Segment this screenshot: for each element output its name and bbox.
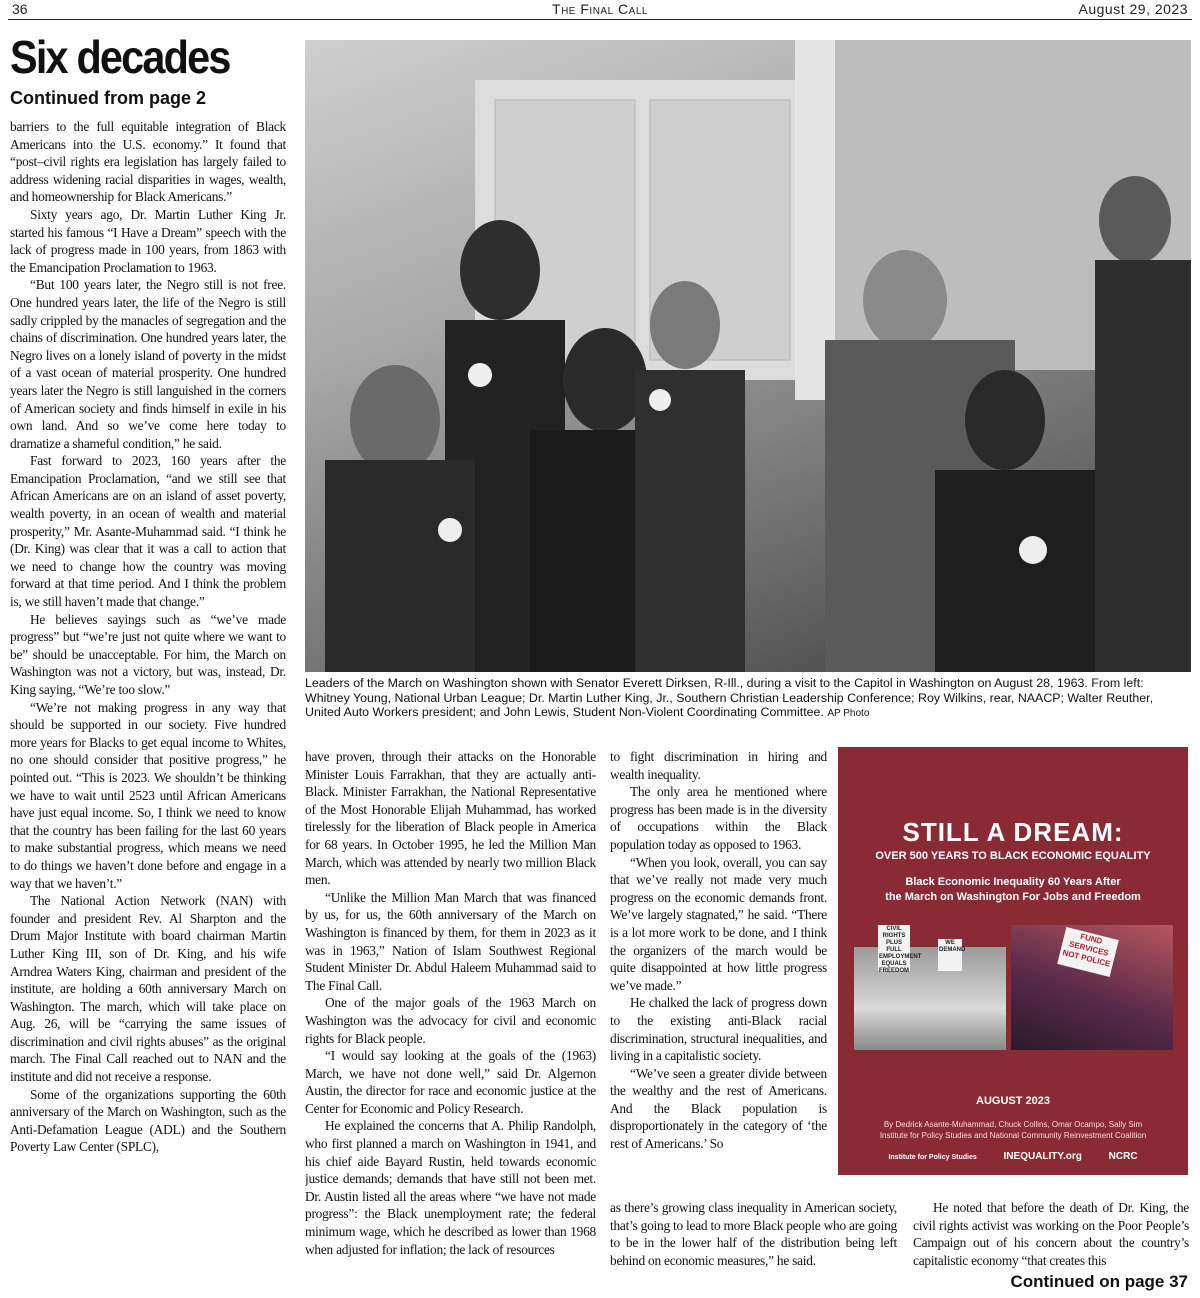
paragraph: He believes sayings such as “we’ve made progress” but “we’re just not quite where we want to be” should be unacceptable. For him, the March on Washington was not a victory, but was, instead, Dr. King saying, “We’re too slow.” xyxy=(10,611,286,697)
ad-subtitle: OVER 500 YEARS TO BLACK ECONOMIC EQUALITY xyxy=(875,850,1151,862)
protest-sign: CIVIL RIGHTS PLUS FULL EMPLOYMENT EQUALS FREEDOM xyxy=(879,926,922,974)
page-number: 36 xyxy=(12,1,28,17)
paragraph: The National Action Network (NAN) with founder and president Rev. Al Sharpton and the Drum Major Institute with board chairman Martin Luther King III, son of Dr. King, and his wife Arndrea Waters King, chairman and president of the institute, are holding a 60th anniversary March on Washington. The march, which will take place on Aug. 26, will be “carrying the same issues of discrimination and civil rights abuses” as the original march. The Final Call reached out to NAN and the institute and did not receive a response. xyxy=(10,893,286,1085)
paragraph: have proven, through their attacks on the Honorable Minister Louis Farrakhan, that they are actually anti-Black. Minister Farrakhan, the National Representative of the Most Honorable Elijah Muhammad, has worked tirelessly for the liberation of Black people in America for 68 years. In October 1995, he led the Million Man March, which was attended by nearly two million Black men. xyxy=(305,749,596,888)
ad-tagline-line-2: the March on Washington For Jobs and Freedom xyxy=(885,891,1141,903)
article-column-3-continued xyxy=(610,1199,897,1291)
logo-ips: Institute for Policy Studies xyxy=(888,1154,977,1161)
ad-authors xyxy=(858,1119,1168,1141)
paragraph: He chalked the lack of progress down to the existing anti-Black racial discrimination, structural inequalities, and living in a capitalistic society. xyxy=(610,995,827,1064)
ad-logos xyxy=(838,1151,1188,1162)
paragraph: “But 100 years later, the Negro still is not free. One hundred years later, the life of the Negro is still sadly crippled by the manacles of segregation and the chains of discrimination. One hundred years later, the Negro lives on a lonely island of poverty in the midst of a vast ocean of material prosperity. One hundred years later the Negro is still languished in the corners of American society and finds himself in exile in his own land. And so we’ve come here today to dramatize a shameful condition,” he said. xyxy=(10,277,286,451)
paragraph: as there’s growing class inequality in American society, that’s going to lead to more Black people who are going to be in the lower half of the distribution being left behind on economic measures,” he said. xyxy=(610,1200,897,1268)
ad-authors-line-2: Institute for Policy Studies and National Community Reinvestment Coalition xyxy=(879,1131,1147,1140)
paragraph: He noted that before the death of Dr. King, the civil rights activist was working on the Poor People’s Campaign out of his concern about the country’s capitalistic economy “that creates this xyxy=(913,1200,1189,1268)
ad-date: AUGUST 2023 xyxy=(976,1095,1050,1107)
page-header xyxy=(8,0,1192,20)
publication-name: The Final Call xyxy=(552,1,648,17)
ad-tagline-line-1: Black Economic Inequality 60 Years After xyxy=(905,876,1121,888)
headline: Six decades xyxy=(10,31,230,83)
paragraph: Sixty years ago, Dr. Martin Luther King Jr. started his famous “I Have a Dream” speech with the lack of progress made in 100 years, from 1863 with the Emancipation Proclamation to 1963. xyxy=(10,206,286,275)
article-column-3 xyxy=(610,748,827,1198)
caption-text: Leaders of the March on Washington shown with Senator Everett Dirksen, R-Ill., during a visit to the Capitol in Washington on August 28, 1963. From left: Whitney Young, National Urban League; Dr. Martin Luther King, Jr., Southern Christian Leadership Conference; Roy Wilkins, rear, NAACP; Walter Reuther, United Auto Workers president; and John Lewis, Student Non-Violent Coordinating Committee. xyxy=(305,676,1154,720)
ad-authors-line-1: By Dedrick Asante-Muhammad, Chuck Collins, Omar Ocampo, Sally Sim xyxy=(883,1120,1143,1129)
news-photo xyxy=(305,40,1191,672)
paragraph: barriers to the full equitable integration of Black Americans into the U.S. economy.” It found that “post–civil rights era legislation has largely failed to address widening racial disparities in wages, wealth, and homeownership for Black Americans.” xyxy=(10,119,286,205)
paragraph: The only area he mentioned where progress has been made is in the diversity of occupations within the Black population today as opposed to 1963. xyxy=(610,784,827,852)
continued-from: Continued from page 2 xyxy=(10,88,207,108)
photo-caption xyxy=(305,676,1191,722)
issue-date: August 29, 2023 xyxy=(1078,1,1188,17)
ad-tagline xyxy=(868,875,1158,905)
ad-title: STILL A DREAM: xyxy=(902,817,1124,847)
report-advertisement xyxy=(838,747,1188,1175)
article-column-2 xyxy=(305,748,596,1288)
article-column-4 xyxy=(913,1199,1189,1271)
paragraph: “When you look, overall, you can say that we’ve really not made very much progress on the economic demands front. We’ve largely stagnated,” he said. “There is a lot more work to be done, and I think the organizers of the march would be quite disappointed at how little progress we’ve made.” xyxy=(610,854,827,993)
paragraph: One of the major goals of the 1963 March on Washington was the advocacy for civil and economic rights for Black people. xyxy=(305,995,596,1046)
paragraph: to fight discrimination in hiring and wealth inequality. xyxy=(610,749,827,782)
ad-photo-historic-march xyxy=(854,926,1006,1050)
photo-illustration xyxy=(305,40,1191,672)
article-column-1 xyxy=(10,118,286,1288)
protest-sign: WE DEMAND xyxy=(938,939,962,971)
paragraph: “We’ve seen a greater divide between the wealthy and the rest of Americans. And the Black population is disproportionately in the category of ‘the rest of Americans.’ So xyxy=(610,1065,827,1152)
paragraph: He explained the concerns that A. Philip Randolph, who first planned a march on Washington in 1941, and his chief aide Bayard Rustin, held towards economic justice demands; demands that have still not been met. Dr. Austin listed all the areas where “we have not made progress”: the Black unemployment rate; the federal minimum wage, which he described as lower than 1968 when adjusted for inflation; the lack of resources xyxy=(305,1118,596,1257)
paragraph: “We’re not making progress in any way that should be supported in our society. Five hundred more years for Blacks to get equal income to Whites, no one should consider that positive progress,” he pointed out. “This is 2023. We shouldn’t be thinking we have to wait until 2523 until African Americans have just equal income. So, I think we need to know that the country has been failing for the last 60 years to make substantial progress, which means we need to do things we haven’t done before and engage in a way that we haven’t.” xyxy=(10,699,286,891)
logo-ncrc: NCRC xyxy=(1108,1151,1138,1162)
paragraph: Some of the organizations supporting the 60th anniversary of the March on Washington, such as the Anti-Defamation League (ADL) and the Southern Poverty Law Center (SPLC), xyxy=(10,1086,286,1155)
photo-credit: AP Photo xyxy=(827,708,870,720)
logo-inequality: INEQUALITY.org xyxy=(1003,1151,1082,1162)
ad-photo-modern-protest xyxy=(1011,925,1173,1050)
paragraph: Fast forward to 2023, 160 years after the Emancipation Proclamation, “and we still see that African Americans are on an island of asset poverty, wealth poverty, in an ocean of wealth and material prosperity,” Mr. Asante-Muhammad said. “I think he (Dr. King) was clear that it was a call to action that we need to change how the country was moving forward at that time period. And I think the problem is, we still haven’t made that change.” xyxy=(10,453,286,610)
protest-sign: FUND SERVICES NOT POLICE xyxy=(1057,927,1119,977)
continued-on: Continued on page 37 xyxy=(1010,1272,1188,1291)
paragraph: “Unlike the Million Man March that was financed by us, for us, the 60th anniversary of the March on Washington is financed by them, for them in 2023 as it was in 1963,” Nation of Islam Southwest Regional Student Minister Dr. Abdul Haleem Muhammad said to The Final Call. xyxy=(305,889,596,993)
paragraph: “I would say looking at the goals of the (1963) March, we have not done well,” said Dr. Algernon Austin, the director for race and economic justice at the Center for Economic and Policy Research. xyxy=(305,1048,596,1116)
